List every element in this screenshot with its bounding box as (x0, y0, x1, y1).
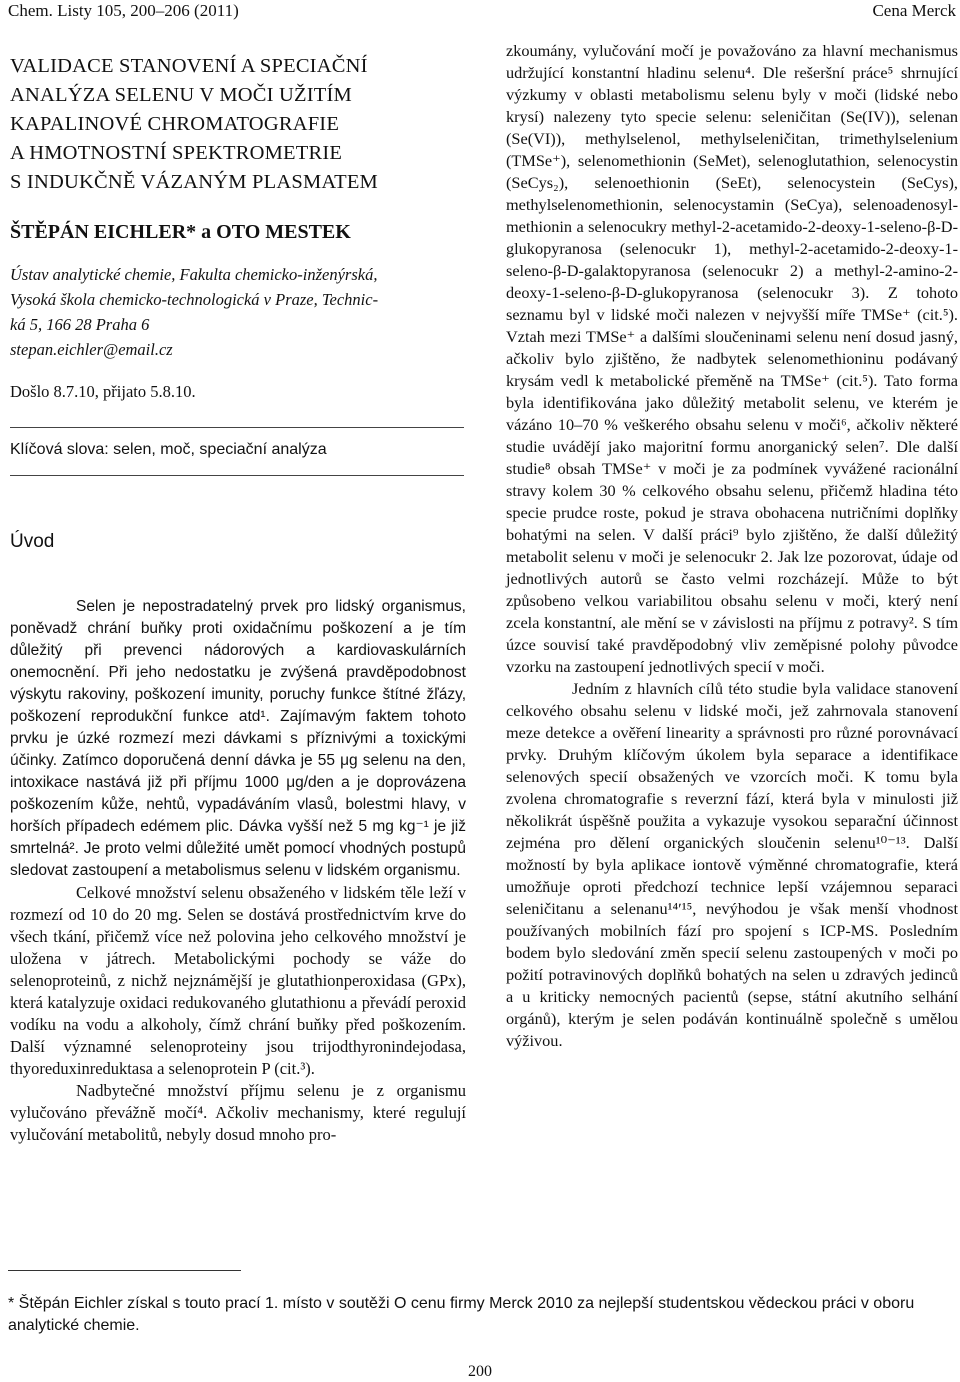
body-paragraph: Jedním z hlavních cílů této studie byla validace stanovení celkového obsahu selenu v lidské moči, jež zahrnovala stanovení meze detekce a ověření linearity a správnosti pro různé porovnávací prvky. Druhým klíčovým úkolem byla separace a identifikace selenových specií obsažených ve vzorcích moči. K tomu byla zvolena chromatografie s reverzní fází, která byla v minulosti již několikrát úspěšně použita a vykazuje vysokou separační účinnost zejména pro dělení organických sloučenin selenu¹⁰⁻¹³. Další možností by byla aplikace iontově výměnné chromatografie, která umožňuje oproti předchozí technice lepší vzájemnou separaci seleničitanu a selenanu¹⁴ʹ¹⁵, nevýhodou je však menší vhodnost používaných mobilních fází pro spojení s ICP-MS. Posledním bodem bylo sledování změn specií selenu zastoupených v moči po požití potravinových doplňků bohatých na selen u zdravých jedinců a u kriticky nemocných pacientů (sepse, státní akutního selhání orgánů), kterým je selen podáván kontinuálně společně s umělou výživou. (506, 679, 958, 1050)
title-line: A HMOTNOSTNÍ SPEKTROMETRIE (10, 142, 343, 164)
body-paragraph: Selen je nepostradatelný prvek pro lidský organismus, poněvadž chrání buňky proti oxidačnímu poškození a je tím důležitý při prevenci nádorových a kardiovaskulárních onemocnění. Při jeho nedostatku je zvýšená pravděpodobnost výskytu rakoviny, poškození imunity, poruchy funkce štítné žľázy, poškození reprodukční funkce atd¹. Zajímavým faktem tohoto prvku je úzké rozmezí mezi dávkami s příznivými a toxickými účinky. Zatímco doporučená denní dávka je 55 μg selenu na den, intoxikace nastává již při příjmu 1000 μg/den a je doprovázena poškozením kůže, nehtů, vypadáváním vlasů, bolestmi hlavy, v horších případech edémem plic. Dávka vyšší než 5 mg kg⁻¹ je již smrtelná². Je proto velmi důležité umět pomocí vhodných postupů sledovat zastoupení a metabolismus selenu v lidském organismu. (10, 598, 466, 879)
title-line: S INDUKČNĚ VÁZANÝM PLASMATEM (10, 171, 378, 193)
received-accepted-dates: Došlo 8.7.10, přijato 5.8.10. (10, 382, 196, 401)
divider (10, 475, 464, 476)
affiliation-line: Vysoká škola chemicko-technologická v Praze, Technic- (10, 290, 379, 309)
right-column (506, 40, 958, 1052)
authors: ŠTĚPÁN EICHLER* a OTO MESTEK (10, 221, 351, 243)
footnote-divider (8, 1270, 241, 1271)
running-header (8, 0, 956, 24)
article-title (10, 52, 466, 197)
title-line: KAPALINOVÉ CHROMATOGRAFIE (10, 113, 340, 135)
body-paragraph: Celkové množství selenu obsaženého v lidském těle leží v rozmezí od 10 do 20 mg. Selen se dostává prostřednictvím krve do všech tkání, přičemž více než polovina jeho celkového množství je uložena v játrech. Metabolickými pochody se váže do selenoproteinů, z nichž nejznámější je glutathionperoxidasa (GPx), která katalyzuje oxidaci redukovaného glutathionu a převádí peroxid vodíku na vodu a alkoholy, čímž chrání buňky před poškozením. Další významné selenoproteiny jsou trijodthyronindejodasa, thyoreduxinreduktasa a selenoprotein P (cit.³). (10, 883, 466, 1078)
author-email[interactable]: stepan.eichler@email.cz (10, 340, 173, 359)
title-line: ANALÝZA SELENU V MOČI UŽITÍM (10, 84, 352, 106)
title-line: VALIDACE STANOVENÍ A SPECIAČNÍ (10, 55, 368, 77)
footnote: * Štěpán Eichler získal s touto prací 1. místo v soutěži O cenu firmy Merck 2010 za nejlepší studentskou vědeckou práci v oboru analytické chemie. (8, 1295, 915, 1334)
affiliation-line: Ústav analytické chemie, Fakulta chemicko-inženýrská, (10, 265, 378, 284)
page-number: 200 (468, 1363, 492, 1380)
affiliation (10, 262, 466, 362)
affiliation-line: ká 5, 166 28 Praha 6 (10, 315, 150, 334)
section-heading: Úvod (10, 531, 55, 552)
keywords: Klíčová slova: selen, moč, speciační analýza (10, 441, 327, 458)
section-label: Cena Merck (872, 1, 956, 20)
journal-citation: Chem. Listy 105, 200–206 (2011) (8, 1, 239, 20)
left-column (10, 52, 466, 1146)
body-paragraph: zkoumány, vylučování močí je považováno za hlavní mechanismus udržující konstantní hladinu selenu⁴. Dle rešeršní práce⁵ shrnující výzkumy v oblasti metabolismu selenu byly v moči (lidské nebo krysí) nalezeny tyto specie selenu: seleničitan (Se(IV)), selenan (Se(VI)), methylselenol, methylseleničitan, trimethylselenium (TMSe⁺), selenomethionin (SeMet), selenoglutathion, selenocystin (SeCys₂), selenoethionin (SeEt), selenocystein (SeCys), methylselenomethionin, selenocystamin (SeCya), selenoadenosyl-methionin a selenocukry methyl-2-acetamido-2-deoxy-1-seleno-β-D-glukopyranosa (selenocukr 1), methyl-2-acetamido-2-deoxy-1-seleno-β-D-galaktopyranosa (selenocukr 2) a methyl-2-amino-2-deoxy-1-seleno-β-D-glukopyranosa (selenocukr 3). Z tohoto seznamu byl v lidské moči nalezen v nejvyšší míře TMSe⁺ (cit.⁵). Vztah mezi TMSe⁺ a dalšími sloučeninami selenu není dosud jasný, ačkoliv bylo zjištěno, že nadbytek selenomethioninu podávaný krysám vedl k metabolické přeměně na TMSe⁺ (cit.⁵). Tato forma byla identifikována jako důležitý metabolit selenu, ve kterém je vázáno 10–70 % veškerého obsahu selenu v moči⁶, ačkoliv některé studie uvádějí jako majoritní formu anorganický selen⁷. Dle další studie⁸ obsah TMSe⁺ v moči je za podmínek vyvážené racionální stravy kolem 30 % celkového obsahu selenu, přičemž hladina této specie prudce roste, pokud je strava obohacena nutričními doplňky bohatými na selen. V další práci⁹ bylo zjištěno, že další důležitý metabolit selenu v moči je selenocukr 2. Jak lze pozorovat, údaje od jednotlivých autorů se často velmi rozcházejí. Může to být způsobeno velkou variabilitou obsahu selenu v moči, který není zcela konstantní, ale mění se v závislosti na příjmu z potravy². S tím úzce souvisí také pravděpodobný vliv zeměpisné polohy původce vzorku na zastoupení jednotlivých specií v moči. (506, 41, 958, 676)
body-paragraph: Nadbytečné množství příjmu selenu je z organismu vylučováno převážně močí⁴. Ačkoliv mechanismy, které regulují vylučování metabolitů, nebyly dosud mnoho pro- (10, 1081, 466, 1144)
divider (10, 427, 464, 428)
